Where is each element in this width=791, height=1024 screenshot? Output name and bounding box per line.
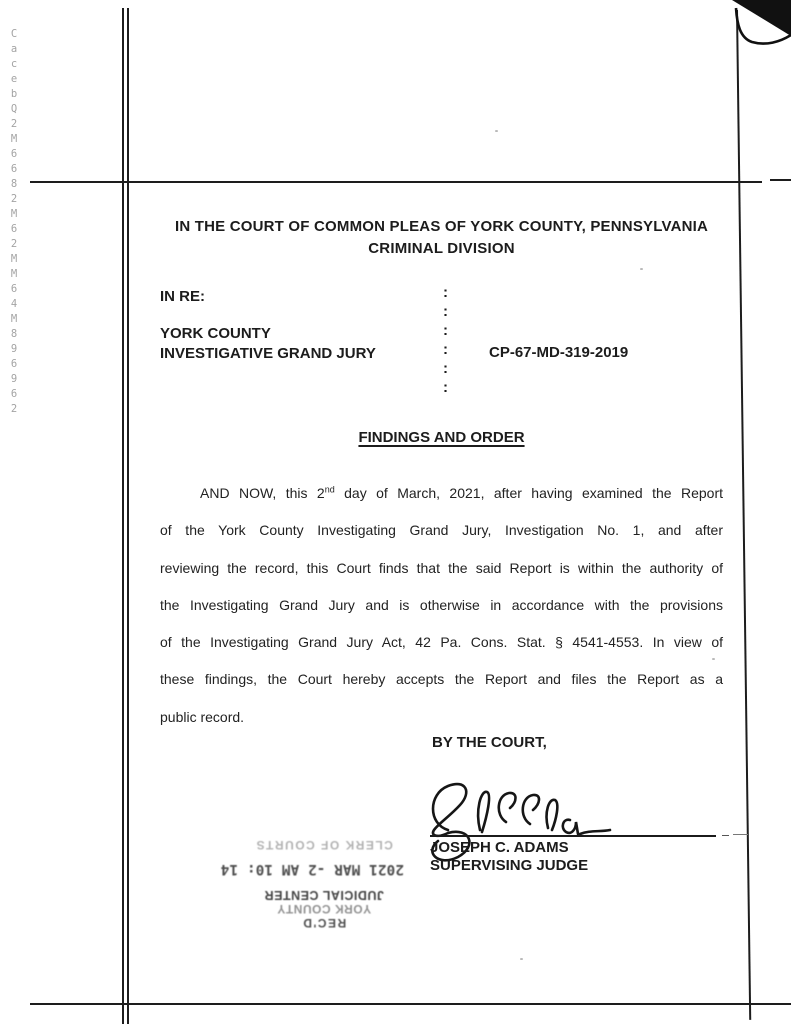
in-re-label: IN RE: [160,288,205,305]
body-line-5: of the Investigating Grand Jury Act, 42 Pa. Cons. Stat. § 4541-4553. In view of [160,634,723,651]
caption-colon: : [443,379,448,396]
left-scan-rule-line-2 [127,8,129,1024]
party-name-line2: INVESTIGATIVE GRAND JURY [160,345,376,362]
document-title [160,429,723,446]
top-horizontal-scan-line [30,181,762,183]
stamp-clerk-line: CLERK OF COURTS [255,838,393,852]
stamp-datetime-line: 2021 MAR -2 AM 10: 14 [220,861,404,877]
folded-page-corner [700,0,791,60]
right-scan-rule-line [736,10,751,1020]
dust-speck [640,268,643,270]
caption-colon: : [443,303,448,320]
left-scan-rule-line-1 [122,8,124,1024]
docket-number: CP-67-MD-319-2019 [489,344,629,361]
document-title-text: FINDINGS AND ORDER [358,429,525,446]
stamp-county-line: YORK COUNTY [276,902,372,916]
body-line-6: these findings, the Court hereby accepts the Report and files the Report as a [160,671,723,688]
judge-title: SUPERVISING JUDGE [430,857,589,874]
signature-line-dash [733,834,748,835]
signature-line [430,835,716,837]
court-header-line1: IN THE COURT OF COMMON PLEAS OF YORK COUNTY, PENNSYLVANIA [174,218,709,235]
ordinal-superscript: nd [324,484,335,495]
body-line-4: the Investigating Grand Jury and is otherwise in accordance with the provisions [160,596,723,613]
body-line-2: of the York County Investigating Grand Jury, Investigation No. 1, and after [160,522,723,539]
caption-colon: : [443,322,448,339]
order-body-paragraph [160,483,723,744]
filing-date-stamp [220,838,404,930]
body-line-1-prefix: AND NOW, this 2 [200,485,325,501]
dust-speck [495,130,498,132]
party-name-block [160,324,376,364]
body-line-1-suffix: day of March, 2021, after having examined the Report [334,485,723,501]
bottom-horizontal-scan-line [30,1003,791,1005]
caption-colon: : [443,341,448,358]
court-header [160,216,723,260]
top-horizontal-scan-line-tail [770,179,791,181]
stamp-received-line: REC'D [301,916,347,930]
judge-name: JOSEPH C. ADAMS [430,839,569,856]
caption-colon-column [443,283,448,397]
signature-line-dash [722,835,729,836]
by-the-court-label: BY THE COURT, [432,734,547,751]
left-margin-scan-artifact-text: CacebQ2M6682M62MM64M896962 [8,28,20,418]
body-line-1 [160,483,723,520]
court-header-line2: CRIMINAL DIVISION [368,240,515,257]
caption-colon: : [443,284,448,301]
judge-signature-block [430,839,588,875]
body-line-3: reviewing the record, this Court finds that the said Report is within the authority of [160,559,723,576]
stamp-judicial-center-line: JUDICIAL CENTER [264,888,384,902]
party-name-line1: YORK COUNTY [160,325,271,342]
dust-speck [520,958,523,960]
caption-colon: : [443,360,448,377]
body-line-7: public record. [160,708,245,725]
